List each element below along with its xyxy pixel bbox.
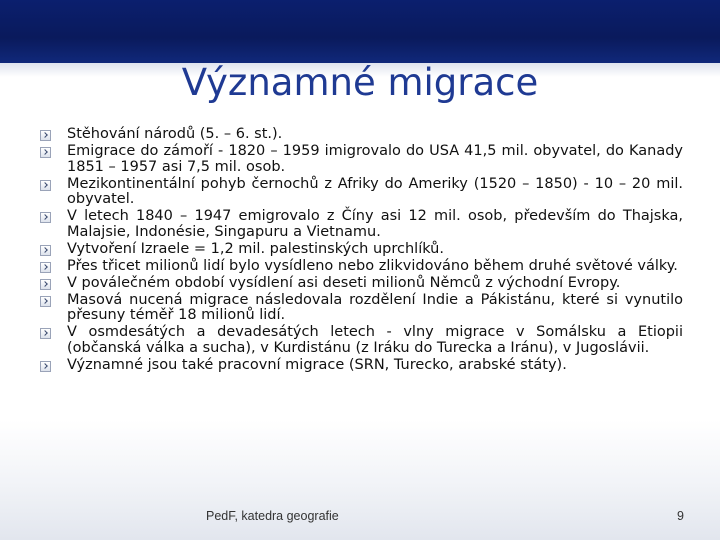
bullet-arrow-icon <box>40 130 51 141</box>
bullet-item <box>40 242 683 258</box>
bullet-text: Vytvoření Izraele = 1,2 mil. palestinských uprchlíků. <box>67 240 444 257</box>
bullet-text: Emigrace do zámoří - 1820 – 1959 imigrovalo do USA 41,5 mil. obyvatel, do Kanady 1851 – 1957 asi 7,5 mil. osob. <box>67 143 683 175</box>
bullet-text: Významné jsou také pracovní migrace (SRN, Turecko, arabské státy). <box>67 356 567 373</box>
slide-title: Významné migrace <box>181 61 539 104</box>
bullet-item <box>40 144 683 175</box>
footer-text: PedF, katedra geografie <box>206 509 339 523</box>
bullet-arrow-icon <box>40 328 51 339</box>
page-number: 9 <box>677 509 684 523</box>
bullet-text: Mezikontinentální pohyb černochů z Afriky do Ameriky (1520 – 1850) - 10 – 20 mil. obyvatel. <box>67 175 683 207</box>
bullet-arrow-icon <box>40 262 51 273</box>
bullet-arrow-icon <box>40 279 51 290</box>
bullet-text: V poválečném období vysídlení asi deseti milionů Němců z východní Evropy. <box>67 274 621 291</box>
bullet-arrow-icon <box>40 296 51 307</box>
bullet-list <box>40 127 683 375</box>
bullet-text: V osmdesátých a devadesátých letech - vlny migrace v Somálsku a Etiopii (občanská válka a sucha), v Kurdistánu (z Iráku do Turecka a Iránu), v Jugoslávii. <box>67 324 683 356</box>
bullet-text: V letech 1840 – 1947 emigrovalo z Číny asi 12 mil. osob, především do Thajska, Malajsie, Indonésie, Singapuru a Vietnamu. <box>67 208 683 240</box>
header-bar <box>0 0 720 63</box>
bullet-item <box>40 325 683 356</box>
background-gradient <box>0 420 720 540</box>
bullet-item <box>40 259 683 275</box>
bullet-item <box>40 209 683 240</box>
bullet-item <box>40 358 683 374</box>
bullet-arrow-icon <box>40 361 51 372</box>
bullet-item <box>40 276 683 292</box>
bullet-arrow-icon <box>40 147 51 158</box>
bullet-item <box>40 177 683 208</box>
bullet-arrow-icon <box>40 212 51 223</box>
bullet-text: Stěhování národů (5. – 6. st.). <box>67 126 283 142</box>
bullet-item <box>40 293 683 324</box>
bullet-text: Přes třicet milionů lidí bylo vysídleno nebo zlikvidováno během druhé světové války. <box>67 257 678 274</box>
bullet-arrow-icon <box>40 180 51 191</box>
bullet-arrow-icon <box>40 245 51 256</box>
bullet-item <box>40 127 683 143</box>
bullet-text: Masová nucená migrace následovala rozdělení Indie a Pákistánu, které si vynutilo přesuny téměř 18 milionů lidí. <box>67 291 683 323</box>
